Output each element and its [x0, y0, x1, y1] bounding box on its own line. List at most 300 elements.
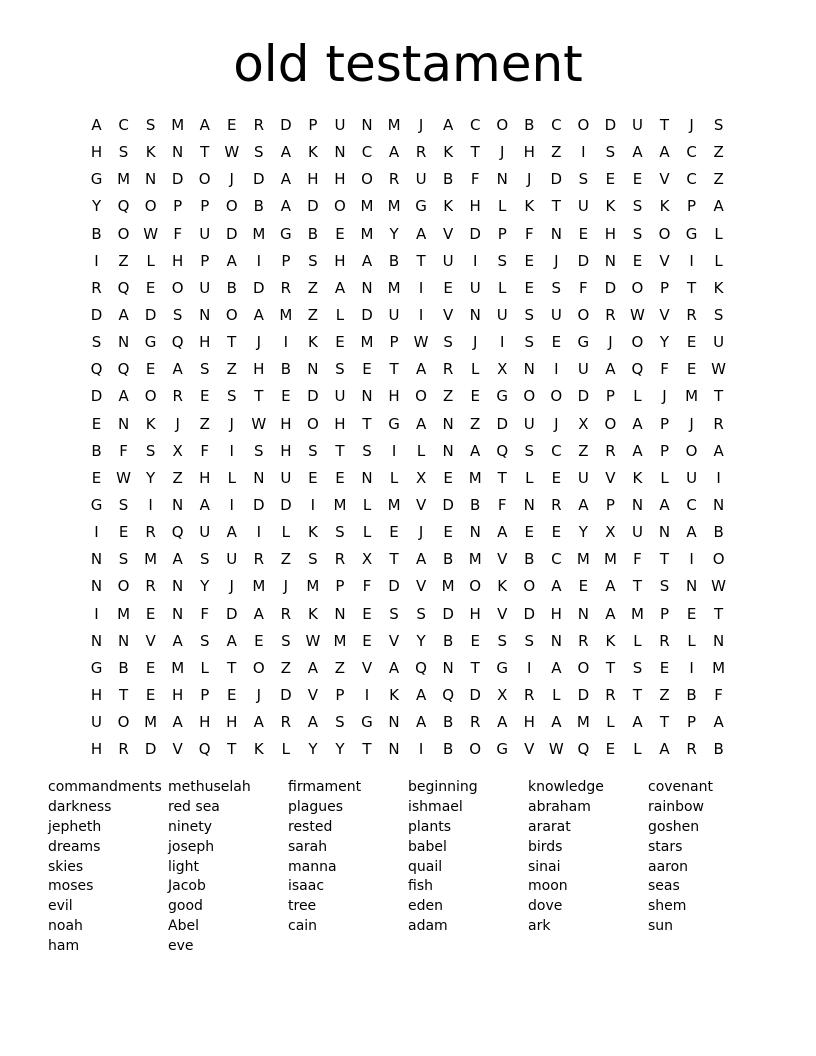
grid-letter: E — [145, 360, 156, 379]
word-list-item: tree — [288, 898, 317, 915]
grid-letter: M — [685, 387, 699, 406]
grid-letter: Y — [578, 523, 588, 542]
grid-letter: Z — [551, 143, 562, 162]
word-list-item: rested — [288, 818, 333, 835]
grid-letter: E — [389, 523, 399, 542]
grid-letter: K — [659, 197, 670, 216]
grid-letter: E — [335, 333, 345, 352]
grid-row — [83, 601, 733, 628]
grid-letter: I — [500, 333, 505, 352]
grid-letter: D — [307, 197, 319, 216]
grid-letter: R — [578, 631, 589, 650]
grid-letter: L — [525, 468, 534, 487]
grid-letter: B — [442, 631, 454, 650]
grid-letter: B — [442, 713, 454, 732]
grid-letter: O — [117, 224, 130, 243]
grid-letter: U — [686, 468, 698, 487]
word-list-item: eden — [408, 898, 443, 915]
word-list — [48, 778, 788, 956]
grid-letter: Z — [470, 414, 481, 433]
grid-letter: A — [226, 523, 237, 542]
grid-letter: H — [334, 251, 346, 270]
grid-letter: O — [496, 116, 509, 135]
grid-letter: T — [470, 143, 480, 162]
grid-letter: A — [118, 387, 129, 406]
grid-letter: B — [442, 550, 454, 569]
grid-letter: B — [91, 441, 102, 460]
grid-letter: F — [173, 224, 182, 243]
grid-letter: A — [280, 170, 291, 189]
word-list-row — [48, 798, 788, 818]
grid-letter: R — [469, 713, 481, 732]
word-list-item: seas — [648, 878, 680, 895]
word-list-item: good — [168, 898, 203, 915]
grid-letter: E — [308, 468, 318, 487]
grid-letter: J — [229, 170, 234, 189]
grid-letter: A — [713, 441, 724, 460]
grid-letter: D — [496, 414, 508, 433]
grid-letter: E — [145, 604, 156, 623]
grid-letter: S — [578, 170, 589, 189]
word-list-row — [48, 917, 788, 937]
grid-letter: L — [362, 496, 372, 515]
grid-letter: D — [225, 224, 238, 243]
grid-letter: D — [604, 116, 617, 135]
grid-letter: F — [470, 170, 480, 189]
grid-letter: J — [554, 251, 559, 270]
grid-letter: S — [659, 577, 670, 596]
grid-letter: H — [388, 387, 400, 406]
grid-letter: E — [362, 360, 372, 379]
grid-letter: D — [171, 170, 184, 189]
grid-letter: Z — [307, 278, 319, 297]
grid-letter: J — [229, 577, 234, 596]
grid-letter: L — [335, 306, 345, 325]
grid-letter: F — [362, 577, 372, 596]
grid-letter: S — [416, 604, 426, 623]
grid-letter: H — [334, 414, 346, 433]
grid-letter: U — [469, 278, 481, 297]
grid-letter: P — [200, 251, 210, 270]
grid-letter: E — [118, 523, 129, 542]
grid-letter: K — [145, 414, 156, 433]
grid-letter: E — [443, 523, 453, 542]
grid-letter: Z — [578, 441, 589, 460]
grid-letter: G — [90, 658, 103, 677]
grid-letter: D — [361, 306, 373, 325]
grid-letter: T — [632, 577, 643, 596]
grid-letter: N — [442, 658, 454, 677]
grid-letter: E — [335, 468, 345, 487]
grid-letter: Q — [631, 360, 644, 379]
grid-letter: U — [442, 251, 454, 270]
grid-letter: S — [308, 251, 318, 270]
grid-letter: T — [470, 658, 480, 677]
grid-letter: D — [280, 116, 292, 135]
grid-letter: N — [145, 170, 157, 189]
grid-letter: N — [550, 224, 562, 243]
grid-letter: P — [200, 686, 210, 705]
grid-letter: R — [551, 496, 562, 515]
grid-letter: N — [469, 306, 481, 325]
grid-letter: U — [631, 523, 643, 542]
grid-letter: P — [687, 197, 697, 216]
grid-letter: L — [498, 278, 507, 297]
grid-letter: U — [199, 523, 211, 542]
grid-letter: E — [145, 658, 156, 677]
grid-letter: N — [253, 468, 265, 487]
grid-letter: E — [551, 523, 562, 542]
word-list-item: covenant — [648, 779, 713, 796]
grid-letter: E — [659, 658, 670, 677]
grid-letter: S — [524, 333, 535, 352]
grid-letter: O — [523, 387, 536, 406]
grid-letter: I — [689, 550, 694, 569]
grid-letter: L — [714, 251, 723, 270]
grid-letter: F — [497, 496, 507, 515]
grid-letter: A — [443, 116, 454, 135]
grid-letter: X — [497, 360, 508, 379]
grid-letter: T — [227, 658, 237, 677]
word-list-item: beginning — [408, 779, 478, 796]
grid-letter: O — [631, 278, 644, 297]
grid-letter: M — [468, 550, 482, 569]
grid-letter: O — [577, 306, 590, 325]
grid-letter: L — [633, 631, 642, 650]
grid-letter: L — [146, 251, 155, 270]
grid-letter: K — [307, 604, 318, 623]
grid-letter: K — [713, 278, 724, 297]
grid-letter: C — [686, 143, 697, 162]
grid-letter: L — [633, 387, 642, 406]
grid-letter: S — [172, 306, 183, 325]
grid-letter: H — [253, 360, 265, 379]
grid-letter: M — [630, 604, 644, 623]
grid-letter: E — [227, 116, 237, 135]
grid-letter: S — [713, 116, 724, 135]
word-list-item: plagues — [288, 799, 344, 816]
grid-letter: E — [362, 631, 372, 650]
grid-letter: N — [658, 523, 671, 542]
word-list-item: jepheth — [48, 818, 102, 835]
word-list-item: quail — [408, 858, 443, 875]
grid-letter: E — [91, 414, 102, 433]
grid-letter: A — [334, 278, 346, 297]
grid-letter: I — [527, 658, 532, 677]
grid-letter: N — [388, 713, 400, 732]
grid-letter: H — [604, 224, 617, 243]
grid-letter: D — [280, 496, 292, 515]
grid-letter: F — [660, 360, 669, 379]
grid-letter: Z — [659, 686, 670, 705]
grid-letter: A — [605, 577, 616, 596]
grid-letter: S — [308, 441, 318, 460]
grid-letter: P — [659, 604, 670, 623]
grid-letter: R — [605, 441, 616, 460]
grid-letter: Y — [200, 577, 210, 596]
grid-letter: E — [470, 631, 480, 650]
grid-letter: L — [606, 713, 615, 732]
grid-letter: A — [415, 360, 427, 379]
grid-letter: K — [389, 686, 399, 705]
word-list-item: methuselah — [168, 779, 251, 796]
grid-letter: R — [442, 360, 454, 379]
grid-letter: Q — [117, 278, 130, 297]
grid-letter: N — [604, 251, 617, 270]
grid-letter: R — [659, 631, 670, 650]
grid-letter: R — [686, 740, 697, 759]
grid-letter: H — [469, 197, 481, 216]
grid-letter: E — [605, 170, 616, 189]
grid-letter: M — [441, 577, 455, 596]
grid-letter: I — [283, 333, 289, 352]
grid-letter: A — [226, 631, 237, 650]
grid-letter: F — [200, 604, 210, 623]
grid-letter: S — [713, 306, 724, 325]
grid-letter: I — [148, 496, 153, 515]
grid-letter: N — [117, 414, 130, 433]
grid-letter: S — [497, 251, 507, 270]
grid-letter: Y — [659, 333, 670, 352]
grid-letter: R — [280, 604, 292, 623]
grid-letter: Q — [577, 740, 590, 759]
grid-letter: R — [334, 550, 346, 569]
grid-letter: D — [550, 170, 563, 189]
grid-letter: A — [307, 658, 319, 677]
grid-letter: M — [279, 306, 293, 325]
grid-letter: G — [361, 713, 373, 732]
grid-row — [83, 628, 733, 655]
grid-letter: K — [443, 143, 454, 162]
grid-letter: E — [362, 604, 372, 623]
grid-letter: T — [227, 333, 237, 352]
grid-letter: U — [577, 468, 589, 487]
grid-letter: P — [659, 414, 670, 433]
grid-letter: M — [306, 577, 320, 596]
grid-letter: D — [253, 278, 265, 297]
grid-letter: V — [659, 170, 670, 189]
grid-letter: Y — [335, 740, 345, 759]
grid-letter: R — [253, 116, 265, 135]
grid-letter: S — [497, 631, 507, 650]
word-list-item: sun — [648, 917, 674, 934]
grid-letter: X — [578, 414, 589, 433]
word-list-item: Jacob — [168, 878, 206, 895]
word-list-item: manna — [288, 858, 337, 875]
grid-letter: E — [145, 686, 156, 705]
grid-letter: O — [144, 387, 157, 406]
grid-letter: J — [418, 523, 424, 542]
grid-letter: A — [713, 197, 724, 216]
grid-letter: R — [415, 143, 427, 162]
grid-letter: A — [659, 143, 670, 162]
grid-row — [83, 139, 733, 166]
grid-letter: Q — [442, 686, 455, 705]
grid-letter: E — [227, 686, 237, 705]
grid-letter: J — [175, 414, 180, 433]
grid-letter: F — [119, 441, 128, 460]
grid-letter: S — [226, 387, 237, 406]
grid-letter: A — [172, 550, 183, 569]
grid-letter: I — [94, 523, 99, 542]
word-list-item: ham — [48, 937, 80, 954]
grid-letter: R — [280, 278, 292, 297]
grid-letter: C — [551, 116, 562, 135]
grid-letter: A — [253, 604, 264, 623]
word-list-item: skies — [48, 858, 84, 875]
word-list-item: evil — [48, 898, 73, 915]
grid-letter: S — [145, 116, 156, 135]
grid-letter: A — [172, 713, 183, 732]
grid-letter: M — [333, 631, 347, 650]
grid-letter: O — [198, 170, 211, 189]
grid-letter: N — [172, 604, 184, 623]
grid-row — [83, 112, 733, 139]
grid-letter: K — [524, 197, 535, 216]
word-list-item: sarah — [288, 838, 328, 855]
grid-letter: O — [171, 278, 184, 297]
grid-letter: Z — [199, 414, 210, 433]
grid-letter: J — [418, 116, 424, 135]
grid-letter: I — [229, 441, 234, 460]
grid-letter: A — [415, 686, 427, 705]
grid-letter: O — [523, 577, 536, 596]
grid-letter: B — [226, 278, 237, 297]
grid-letter: G — [280, 224, 292, 243]
grid-letter: C — [551, 550, 562, 569]
grid-letter: L — [362, 523, 372, 542]
grid-letter: A — [226, 251, 237, 270]
grid-letter: A — [470, 441, 481, 460]
grid-letter: B — [524, 116, 535, 135]
grid-letter: H — [523, 713, 535, 732]
grid-letter: I — [391, 441, 397, 460]
grid-letter: N — [388, 740, 400, 759]
grid-letter: H — [90, 686, 103, 705]
grid-letter: Z — [118, 251, 129, 270]
grid-letter: K — [443, 197, 454, 216]
grid-letter: P — [605, 387, 615, 406]
grid-row — [83, 492, 733, 519]
grid-letter: I — [94, 604, 99, 623]
grid-letter: N — [172, 143, 184, 162]
grid-letter: A — [497, 713, 508, 732]
grid-letter: R — [145, 577, 156, 596]
grid-letter: Z — [713, 143, 724, 162]
word-search-grid — [83, 112, 733, 763]
grid-letter: D — [523, 604, 536, 623]
grid-letter: I — [364, 686, 370, 705]
grid-letter: U — [577, 360, 589, 379]
grid-letter: V — [388, 631, 400, 650]
grid-letter: R — [605, 686, 616, 705]
grid-letter: O — [550, 387, 563, 406]
grid-letter: N — [172, 496, 184, 515]
grid-letter: L — [200, 658, 209, 677]
grid-letter: F — [200, 441, 210, 460]
grid-letter: K — [632, 468, 643, 487]
grid-letter: R — [388, 170, 400, 189]
grid-letter: A — [551, 658, 562, 677]
grid-row — [83, 546, 733, 573]
grid-letter: A — [253, 713, 264, 732]
grid-letter: L — [471, 360, 480, 379]
grid-letter: T — [659, 550, 670, 569]
grid-letter: U — [713, 333, 725, 352]
grid-letter: P — [687, 713, 697, 732]
grid-letter: S — [335, 523, 345, 542]
grid-letter: A — [280, 197, 291, 216]
grid-letter: O — [415, 387, 427, 406]
grid-letter: J — [689, 116, 694, 135]
grid-letter: N — [117, 631, 130, 650]
grid-letter: P — [308, 116, 318, 135]
grid-letter: T — [254, 387, 264, 406]
grid-letter: O — [631, 333, 644, 352]
grid-letter: K — [253, 740, 264, 759]
grid-letter: R — [91, 278, 102, 297]
grid-letter: U — [496, 306, 508, 325]
grid-letter: N — [577, 604, 589, 623]
grid-letter: G — [90, 496, 103, 515]
grid-letter: X — [361, 550, 373, 569]
grid-row — [83, 655, 733, 682]
grid-letter: B — [442, 170, 454, 189]
grid-letter: D — [469, 224, 481, 243]
grid-letter: M — [144, 713, 158, 732]
word-list-item: plants — [408, 818, 452, 835]
grid-letter: G — [415, 197, 427, 216]
grid-letter: N — [307, 360, 319, 379]
grid-letter: B — [253, 197, 264, 216]
grid-letter: P — [659, 441, 670, 460]
grid-letter: W — [116, 468, 131, 487]
grid-letter: E — [443, 468, 453, 487]
grid-letter: L — [227, 468, 236, 487]
grid-letter: Z — [307, 306, 319, 325]
grid-letter: P — [497, 224, 507, 243]
grid-letter: X — [605, 523, 616, 542]
word-list-item: noah — [48, 917, 83, 934]
grid-letter: E — [281, 387, 291, 406]
word-list-row — [48, 897, 788, 917]
grid-letter: R — [524, 686, 535, 705]
grid-letter: O — [117, 713, 130, 732]
word-list-item: dove — [528, 898, 563, 915]
grid-letter: P — [200, 197, 210, 216]
grid-letter: J — [256, 333, 262, 352]
grid-letter: B — [713, 740, 724, 759]
grid-letter: H — [199, 333, 211, 352]
grid-letter: S — [145, 441, 156, 460]
grid-letter: M — [117, 170, 131, 189]
grid-letter: T — [714, 604, 724, 623]
grid-letter: E — [145, 278, 156, 297]
grid-letter: M — [712, 658, 726, 677]
grid-row — [83, 736, 733, 763]
grid-letter: U — [334, 387, 346, 406]
grid-letter: W — [548, 740, 564, 759]
grid-letter: I — [472, 251, 478, 270]
grid-letter: N — [469, 523, 481, 542]
word-list-item: red sea — [168, 799, 220, 816]
grid-letter: N — [172, 577, 184, 596]
grid-letter: F — [524, 224, 534, 243]
word-list-item: firmament — [288, 779, 362, 796]
grid-letter: T — [659, 713, 670, 732]
grid-letter: N — [442, 441, 454, 460]
grid-letter: O — [577, 116, 590, 135]
